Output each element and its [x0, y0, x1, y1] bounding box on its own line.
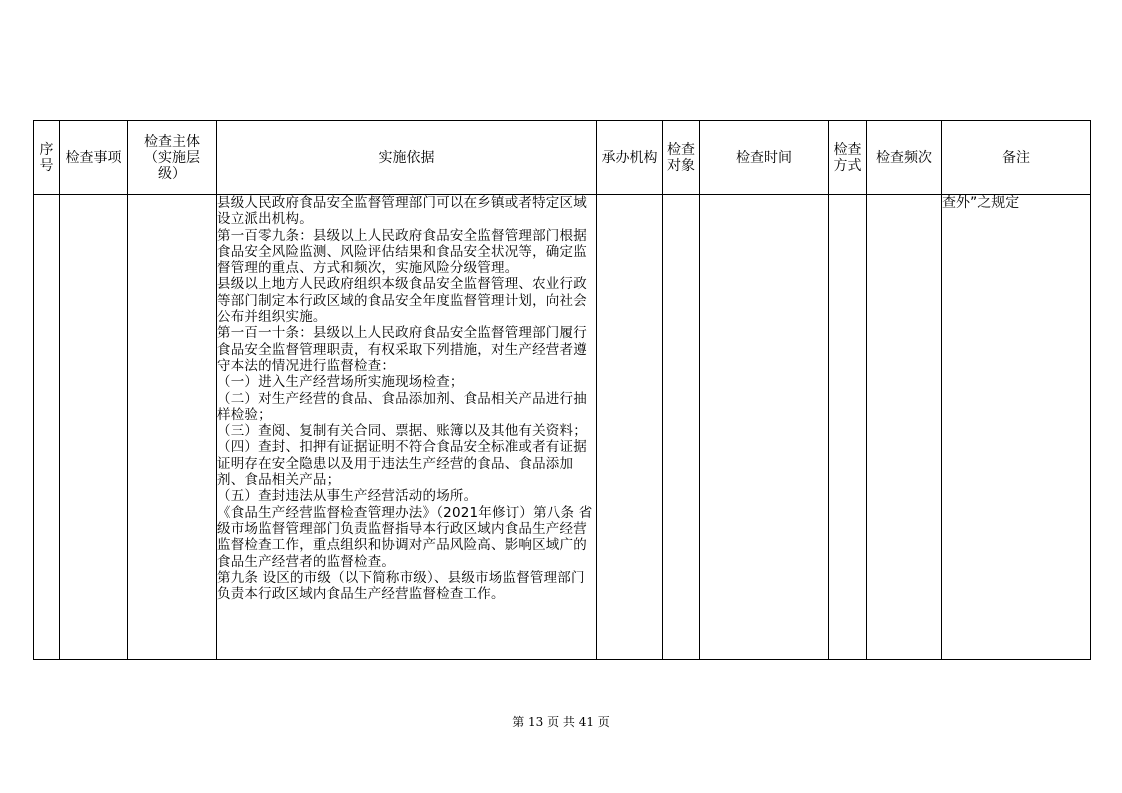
cell-subject — [128, 195, 217, 660]
header-target: 检查对象 — [663, 121, 700, 195]
cell-remark: 查外”之规定 — [942, 195, 1091, 660]
page-number: 第 13 页 共 41 页 — [512, 715, 610, 729]
cell-agency — [597, 195, 663, 660]
header-row — [34, 121, 1091, 195]
inspection-table — [33, 120, 1091, 660]
header-agency: 承办机构 — [597, 121, 663, 195]
cell-seq — [34, 195, 60, 660]
header-time: 检查时间 — [700, 121, 829, 195]
cell-basis: 县级人民政府食品安全监督管理部门可以在乡镇或者特定区域设立派出机构。 第一百零九条：县级以上人民政府食品安全监督管理部门根据食品安全风险监测、风险评估结果和食品安全状况等，确定监督管理的重点、方式和频次，实施风险分级管理。 县级以上地方人民政府组织本级食品安全监督管理、农业行政等部门制定本行政区域的食品安全年度监督管理计划，向社会公布并组织实施。 第一百一十条：县级以上人民政府食品安全监督管理部门履行食品安全监督管理职责，有权采取下列措施，对生产经营者遵守本法的情况进行监督检查： （一）进入生产经营场所实施现场检查； （二）对生产经营的食品、食品添加剂、食品相关产品进行抽样检验； （三）查阅、复制有关合同、票据、账簿以及其他有关资料； （四）查封、扣押有证据证明不符合食品安全标准或者有证据证明存在安全隐患以及用于违法生产经营的食品、食品添加剂、食品相关产品； （五）查封违法从事生产经营活动的场所。 《食品生产经营监督检查管理办法》（2021年修订）第八条 省级市场监督管理部门负责监督指导本行政区域内食品生产经营监督检查工作，重点组织和协调对产品风险高、影响区域广的食品生产经营者的监督检查。 第九条 设区的市级（以下简称市级）、县级市场监督管理部门负责本行政区域内食品生产经营监督检查工作。 — [217, 195, 597, 660]
header-remark: 备注 — [942, 121, 1091, 195]
cell-method — [829, 195, 867, 660]
cell-item — [60, 195, 128, 660]
cell-frequency — [867, 195, 942, 660]
header-basis: 实施依据 — [217, 121, 597, 195]
cell-target — [663, 195, 700, 660]
header-seq: 序号 — [34, 121, 60, 195]
header-item: 检查事项 — [60, 121, 128, 195]
header-frequency: 检查频次 — [867, 121, 942, 195]
header-subject: 检查主体（实施层级） — [128, 121, 217, 195]
header-method: 检查方式 — [829, 121, 867, 195]
cell-time — [700, 195, 829, 660]
table-row — [34, 195, 1091, 660]
